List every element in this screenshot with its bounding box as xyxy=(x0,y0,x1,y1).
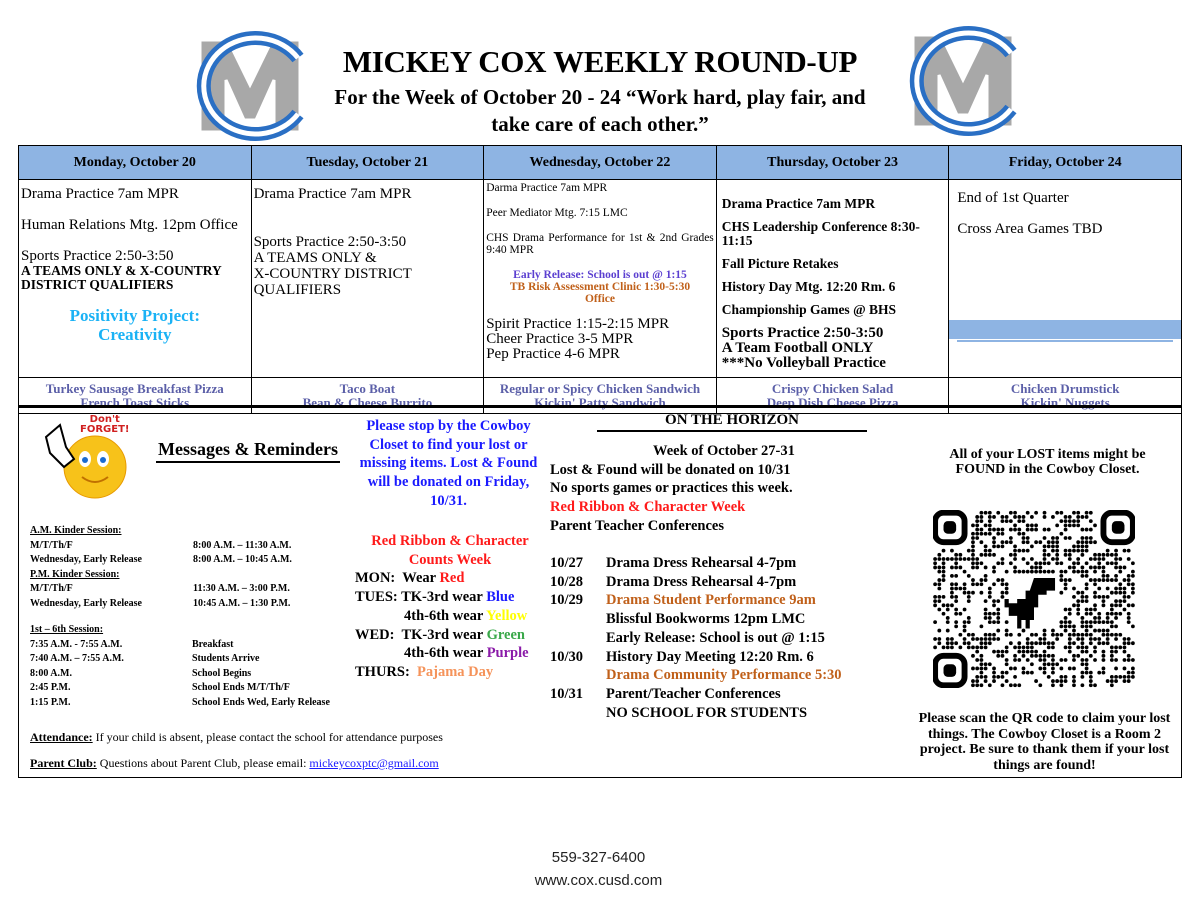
schedule-row xyxy=(30,696,350,711)
event: Spirit Practice 1:15-2:15 MPR xyxy=(486,316,670,332)
day-header-thursday: Thursday, October 23 xyxy=(716,146,949,180)
event: Sports Practice 2:50-3:50 xyxy=(253,234,407,250)
event-date xyxy=(550,629,606,648)
event-date xyxy=(550,610,606,629)
attendance-text: If your child is absent, please contact the school for attendance purposes xyxy=(92,730,443,744)
horizon-note: Lost & Found will be donated on 10/31 xyxy=(550,461,791,478)
lunch-item: Kickin' Patty Sandwich xyxy=(534,394,666,410)
horizon-event xyxy=(550,629,890,648)
event: Drama Practice 7am MPR xyxy=(21,186,179,202)
horizon-event xyxy=(550,554,890,573)
red-ribbon-week xyxy=(355,532,545,682)
day-header-tuesday: Tuesday, October 21 xyxy=(251,146,484,180)
friday-blue-bar xyxy=(949,320,1181,339)
schedule-value: School Ends M/T/Th/F xyxy=(192,682,290,693)
weekly-schedule xyxy=(18,145,1182,414)
horizon-notes xyxy=(550,442,890,536)
activity: TK-3rd wear xyxy=(401,589,487,606)
color-word: Red xyxy=(439,570,465,587)
schedule-value: 10:45 A.M. – 1:30 P.M. xyxy=(193,597,291,609)
event: Peer Mediator Mtg. 7:15 LMC xyxy=(486,207,628,219)
day-label: TUES: xyxy=(355,589,398,606)
messages-heading: Messages & Reminders xyxy=(156,439,340,463)
horizon-event xyxy=(550,591,890,610)
horizon-event xyxy=(550,648,890,667)
color-word: Purple xyxy=(486,645,529,662)
attendance-note xyxy=(30,730,443,745)
color-word: Pajama Day xyxy=(417,663,494,680)
schedule-time: M/T/Th/F xyxy=(30,539,73,551)
day-header-friday: Friday, October 24 xyxy=(949,146,1182,180)
session-label: A.M. Kinder Session: xyxy=(30,525,122,536)
qr-instructions: Please scan the QR code to claim your lost things. The Cowboy Closet is a Room 2 project. Be sure to thank them if your lost things are found! xyxy=(918,711,1171,773)
schedule-time: M/T/Th/F xyxy=(30,583,73,594)
positivity-project xyxy=(21,306,249,344)
day-header-wednesday: Wednesday, October 22 xyxy=(484,146,717,180)
session-schedule xyxy=(30,524,350,710)
event-text: Drama Dress Rehearsal 4-7pm xyxy=(606,573,797,590)
newsletter-title: MICKEY COX WEEKLY ROUND-UP xyxy=(342,44,858,79)
schedule-time: Wednesday, Early Release xyxy=(30,597,142,609)
event: History Day Mtg. 12:20 Rm. 6 xyxy=(721,279,896,294)
event: Darma Practice 7am MPR xyxy=(486,182,608,194)
parent-club-email-link[interactable]: mickeycoxptc@gmail.com xyxy=(309,756,439,770)
event: A TEAMS ONLY & X-COUNTRY DISTRICT QUALIFIERS xyxy=(21,263,222,292)
session-label: P.M. Kinder Session: xyxy=(30,568,120,580)
attendance-label: Attendance: xyxy=(30,730,93,744)
newsletter-subtitle: For the Week of October 20 - 24 “Work hard, play fair, and take care of each other.” xyxy=(334,85,866,136)
qr-code[interactable] xyxy=(933,510,1135,688)
footer-website[interactable]: www.cox.cusd.com xyxy=(534,872,663,889)
schedule-row xyxy=(30,638,350,653)
sticker-line: FORGET! xyxy=(80,424,130,435)
schedule-row xyxy=(30,667,350,682)
event: Cheer Practice 3-5 MPR xyxy=(486,331,634,347)
event: ***No Volleyball Practice xyxy=(721,355,886,371)
lunch-item: Bean & Cheese Burrito xyxy=(302,394,433,410)
event: Drama Practice 7am MPR xyxy=(253,186,412,202)
event: Sports Practice 2:50-3:50 xyxy=(21,248,174,264)
horizon-note: No sports games or practices this week. xyxy=(550,480,793,497)
schedule-row xyxy=(30,681,350,696)
event-text: Drama Student Performance 9am xyxy=(606,592,816,609)
horizon-week: Week of October 27-31 xyxy=(653,443,795,459)
footer-phone: 559-327-6400 xyxy=(551,849,646,866)
lunch-item: French Toast Sticks xyxy=(80,394,190,410)
event-date: 10/27 xyxy=(550,555,584,571)
tuesday-events xyxy=(251,180,484,378)
session-label: 1st – 6th Session: xyxy=(30,624,104,635)
event: Sports Practice 2:50-3:50 xyxy=(721,325,884,341)
activity: 4th-6th wear xyxy=(404,607,487,624)
horizon-event xyxy=(550,685,890,704)
parent-club-text: Questions about Parent Club, please email: xyxy=(96,756,310,770)
activity: Wear xyxy=(402,570,440,587)
parent-club-note xyxy=(30,756,439,771)
day-label: THURS: xyxy=(355,663,410,680)
positivity-label: Positivity Project: xyxy=(69,306,201,325)
day-header-monday: Monday, October 20 xyxy=(19,146,252,180)
event: Drama Practice 7am MPR xyxy=(721,196,876,211)
school-logo-left xyxy=(180,30,320,142)
schedule-row xyxy=(30,597,350,612)
horizon-event xyxy=(550,666,890,685)
red-ribbon-title: Red Ribbon & Character Counts Week xyxy=(371,533,529,568)
horizon-event xyxy=(550,610,890,629)
lunch-item: Kickin' Nuggets xyxy=(1020,394,1110,410)
sticker-line: Don't xyxy=(89,414,120,425)
event: End of 1st Quarter xyxy=(957,190,1069,206)
thursday-events xyxy=(716,180,949,378)
wednesday-events xyxy=(484,180,717,378)
friday-events xyxy=(949,180,1182,378)
event: Human Relations Mtg. 12pm Office xyxy=(21,217,238,233)
positivity-theme: Creativity xyxy=(98,325,172,344)
event-text: Parent/Teacher Conferences xyxy=(606,685,781,702)
event-date: 10/28 xyxy=(550,573,584,590)
schedule-value: School Ends Wed, Early Release xyxy=(192,696,330,708)
monday-events xyxy=(19,180,252,378)
horizon-event xyxy=(550,704,890,723)
horizon-note: Red Ribbon & Character Week xyxy=(550,499,746,516)
event-text: Drama Dress Rehearsal 4-7pm xyxy=(606,555,797,571)
horizon-note: Parent Teacher Conferences xyxy=(550,517,724,534)
schedule-time: 7:40 A.M. – 7:55 A.M. xyxy=(30,653,124,664)
schedule-value: Breakfast xyxy=(192,638,234,650)
event: CHS Leadership Conference 8:30-11:15 xyxy=(721,219,920,248)
event-text: Blissful Bookworms 12pm LMC xyxy=(606,611,806,628)
schedule-value: Students Arrive xyxy=(192,653,260,664)
school-logo-right xyxy=(893,25,1033,137)
lunch-item: Crispy Chicken Salad xyxy=(771,380,894,396)
schedule-row xyxy=(30,553,350,568)
activity: TK-3rd wear xyxy=(401,626,487,643)
schedule-time: 1:15 P.M. xyxy=(30,696,71,708)
lunch-item: Turkey Sausage Breakfast Pizza xyxy=(45,380,224,396)
color-word: Blue xyxy=(486,589,515,606)
schedule-value: 11:30 A.M. – 3:00 P.M. xyxy=(193,583,290,594)
event: Early Release: School is out @ 1:15 xyxy=(513,269,687,281)
lunch-item: Taco Boat xyxy=(339,380,396,396)
event-date xyxy=(550,666,606,685)
day-label: MON: xyxy=(355,570,396,587)
horizon-event xyxy=(550,573,890,592)
event-text: Drama Community Performance 5:30 xyxy=(606,667,842,684)
schedule-time: 8:00 A.M. xyxy=(30,667,72,679)
event-text: History Day Meeting 12:20 Rm. 6 xyxy=(606,648,814,665)
lunch-item: Chicken Drumstick xyxy=(1010,380,1120,396)
event: CHS Drama Performance for 1st & 2nd Grades 9:40 MPR xyxy=(486,232,714,256)
day-label: WED: xyxy=(355,626,395,643)
event-date: 10/31 xyxy=(550,685,584,702)
schedule-time: 2:45 P.M. xyxy=(30,682,71,693)
event-text: NO SCHOOL FOR STUDENTS xyxy=(606,704,808,721)
lost-items-note: All of your LOST items might be FOUND in the Cowboy Closet. xyxy=(949,447,1146,477)
event-date: 10/30 xyxy=(550,648,584,665)
color-word: Yellow xyxy=(486,607,528,624)
event-date xyxy=(550,704,606,723)
horizon-events xyxy=(550,554,890,722)
activity: 4th-6th wear xyxy=(404,645,487,662)
event: Fall Picture Retakes xyxy=(721,256,839,271)
schedule-row xyxy=(30,539,350,554)
event: Pep Practice 4-6 MPR xyxy=(486,346,620,362)
event-date: 10/29 xyxy=(550,592,584,609)
schedule-time: 7:35 A.M. - 7:55 A.M. xyxy=(30,638,123,650)
schedule-row xyxy=(30,582,350,597)
cowboy-closet-note: Please stop by the Cowboy Closet to find your lost or missing items. Lost & Found will be donated on Friday, 10/31. xyxy=(359,418,538,509)
event: X-COUNTRY DISTRICT QUALIFIERS xyxy=(253,266,412,298)
schedule-row xyxy=(30,652,350,667)
lunch-item: Deep Dish Cheese Pizza xyxy=(766,394,899,410)
schedule-value: School Begins xyxy=(192,667,252,679)
parent-club-label: Parent Club: xyxy=(30,756,97,770)
event: A TEAMS ONLY & xyxy=(253,250,377,266)
event: Cross Area Games TBD xyxy=(957,221,1103,237)
event: TB Risk Assessment Clinic 1:30-5:30 Office xyxy=(509,281,691,305)
schedule-value: 8:00 A.M. – 11:30 A.M. xyxy=(193,539,292,551)
horizon-heading: ON THE HORIZON xyxy=(597,412,867,432)
event: Championship Games @ BHS xyxy=(721,302,897,317)
schedule-value: 8:00 A.M. – 10:45 A.M. xyxy=(193,554,292,565)
divider xyxy=(957,340,1173,342)
lunch-item: Regular or Spicy Chicken Sandwich xyxy=(499,380,701,396)
sticker-text xyxy=(80,415,129,435)
event: A Team Football ONLY xyxy=(721,340,874,356)
color-word: Green xyxy=(486,626,525,643)
schedule-time: Wednesday, Early Release xyxy=(30,554,142,565)
event-text: Early Release: School is out @ 1:15 xyxy=(606,629,825,646)
